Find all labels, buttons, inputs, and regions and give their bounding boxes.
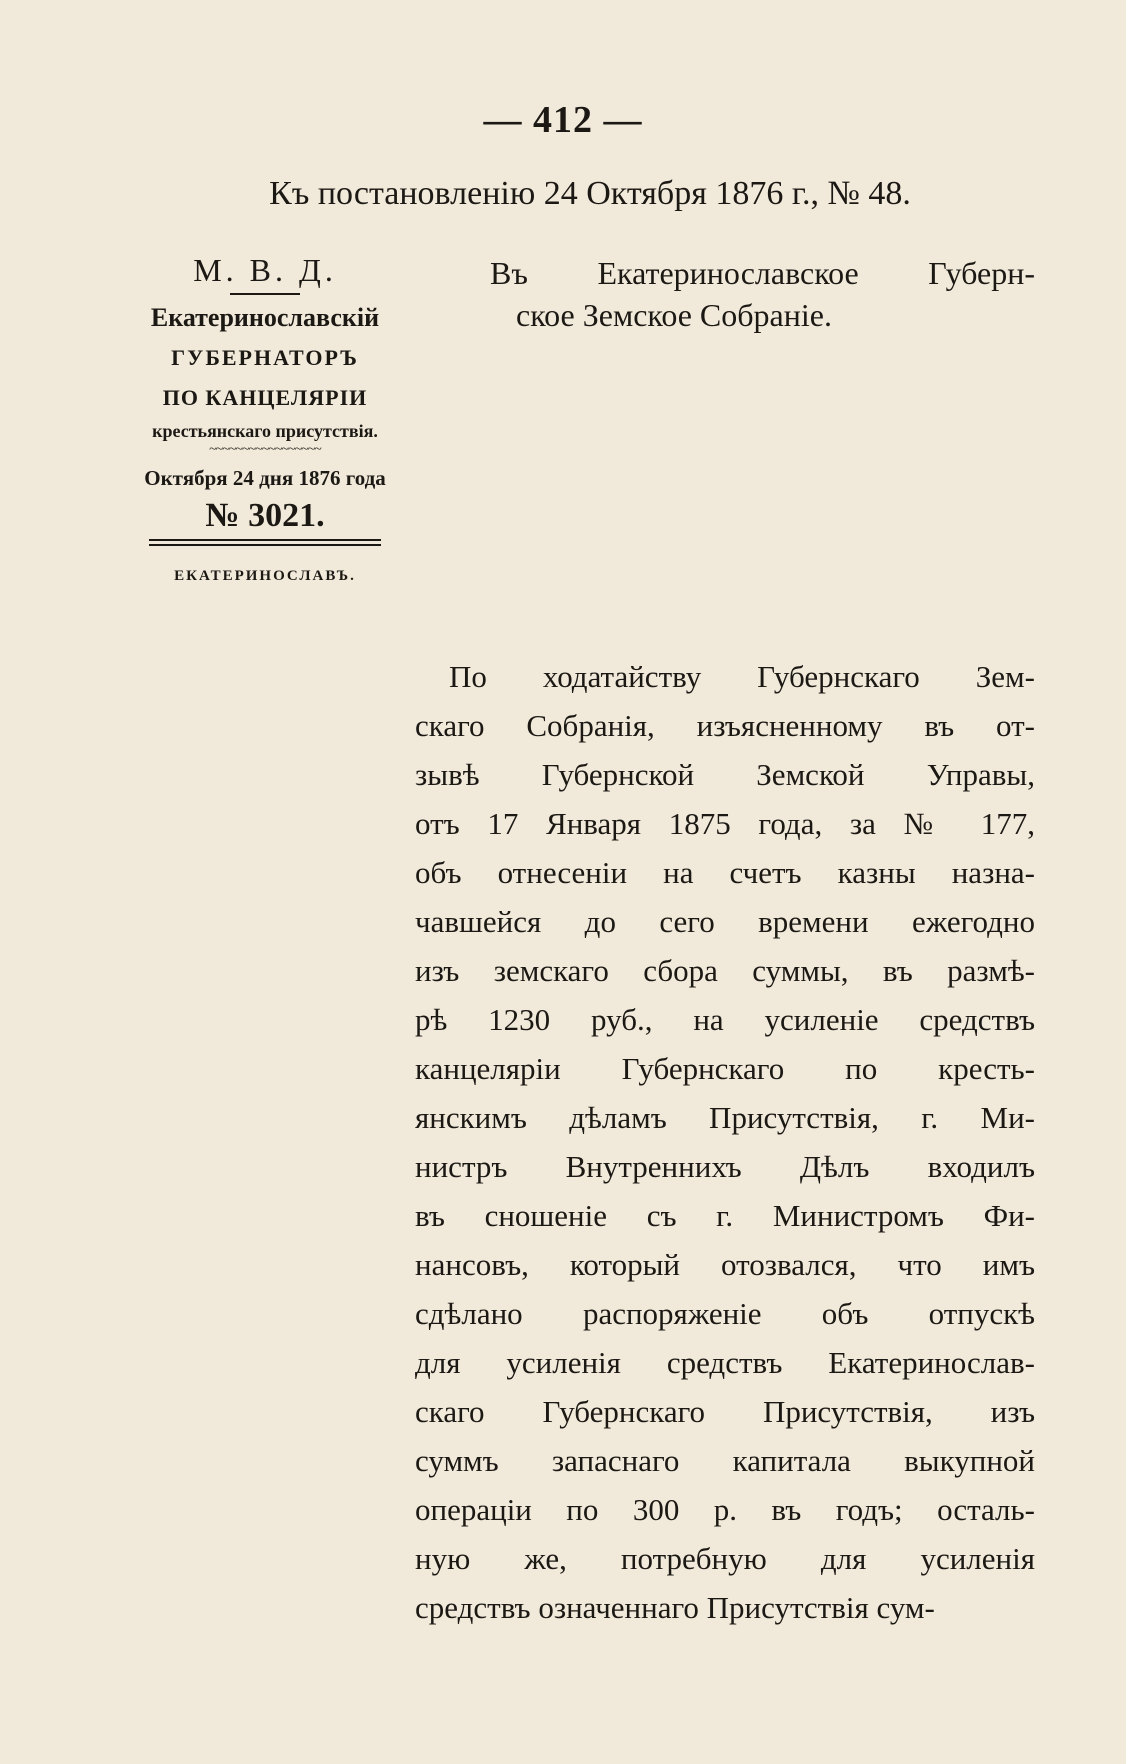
addressee-block [490, 252, 1035, 336]
body-line: изъ земскаго сбора суммы, въ размѣ- [415, 953, 1035, 988]
place-name: ЕКАТЕРИНОСЛАВЪ. [174, 568, 356, 584]
body-line: рѣ 1230 руб., на усиленіе средствъ [415, 1002, 1035, 1037]
sender-block [100, 252, 430, 585]
body-line: для усиленія средствъ Екатеринослав- [415, 1345, 1035, 1380]
ministry-abbreviation: М. В. Д. [193, 252, 337, 288]
divider [230, 293, 300, 295]
body-line: нансовъ, который отозвался, что имъ [415, 1247, 1035, 1282]
body-line: суммъ запаснаго капитала выкупной [415, 1443, 1035, 1478]
governor-title: Екатеринославскій [150, 303, 380, 332]
page-number: — 412 — [483, 99, 643, 141]
document-number: № 3021. [205, 497, 325, 534]
double-divider [149, 539, 381, 546]
addressee-line: Въ Екатеринославское Губерн- [490, 255, 1035, 291]
addressee-line: ское Земское Собраніе. [516, 297, 832, 333]
body-line: отъ 17 Января 1875 года, за № 177, [415, 806, 1035, 841]
wavy-divider: ~~~~~~~~~~~~~~~~~ [209, 442, 321, 457]
governor-subtitle: ГУБЕРНАТОРЪ [171, 345, 359, 370]
body-line: скаго Губернскаго Присутствія, изъ [415, 1394, 1035, 1429]
body-paragraph [415, 652, 1035, 1632]
body-line: чавшейся до сего времени ежегодно [415, 904, 1035, 939]
document-heading: Къ постановленію 24 Октября 1876 г., № 48. [269, 175, 911, 212]
body-line: сдѣлано распоряженіе объ отпускѣ [415, 1296, 1035, 1331]
body-line: операціи по 300 р. въ годъ; осталь- [415, 1492, 1035, 1527]
body-line: скаго Собранія, изъясненному въ от- [415, 708, 1035, 743]
body-line: въ сношеніе съ г. Министромъ Фи- [415, 1198, 1035, 1233]
body-line: объ отнесеніи на счетъ казны назна- [415, 855, 1035, 890]
chancellery-label: ПО КАНЦЕЛЯРІИ [162, 385, 368, 410]
document-date: Октября 24 дня 1876 года [144, 466, 386, 490]
body-line: средствъ означеннаго Присутствія сум- [415, 1590, 935, 1625]
body-line: янскимъ дѣламъ Присутствія, г. Ми- [415, 1100, 1035, 1135]
body-line: зывѣ Губернской Земской Управы, [415, 757, 1035, 792]
presence-label: крестьянскаго присутствія. [152, 421, 378, 441]
body-line: нистръ Внутреннихъ Дѣлъ входилъ [415, 1149, 1035, 1184]
body-line: По ходатайству Губернскаго Зем- [449, 659, 1035, 694]
body-line: канцеляріи Губернскаго по кресть- [415, 1051, 1035, 1086]
body-line: ную же, потребную для усиленія [415, 1541, 1035, 1576]
